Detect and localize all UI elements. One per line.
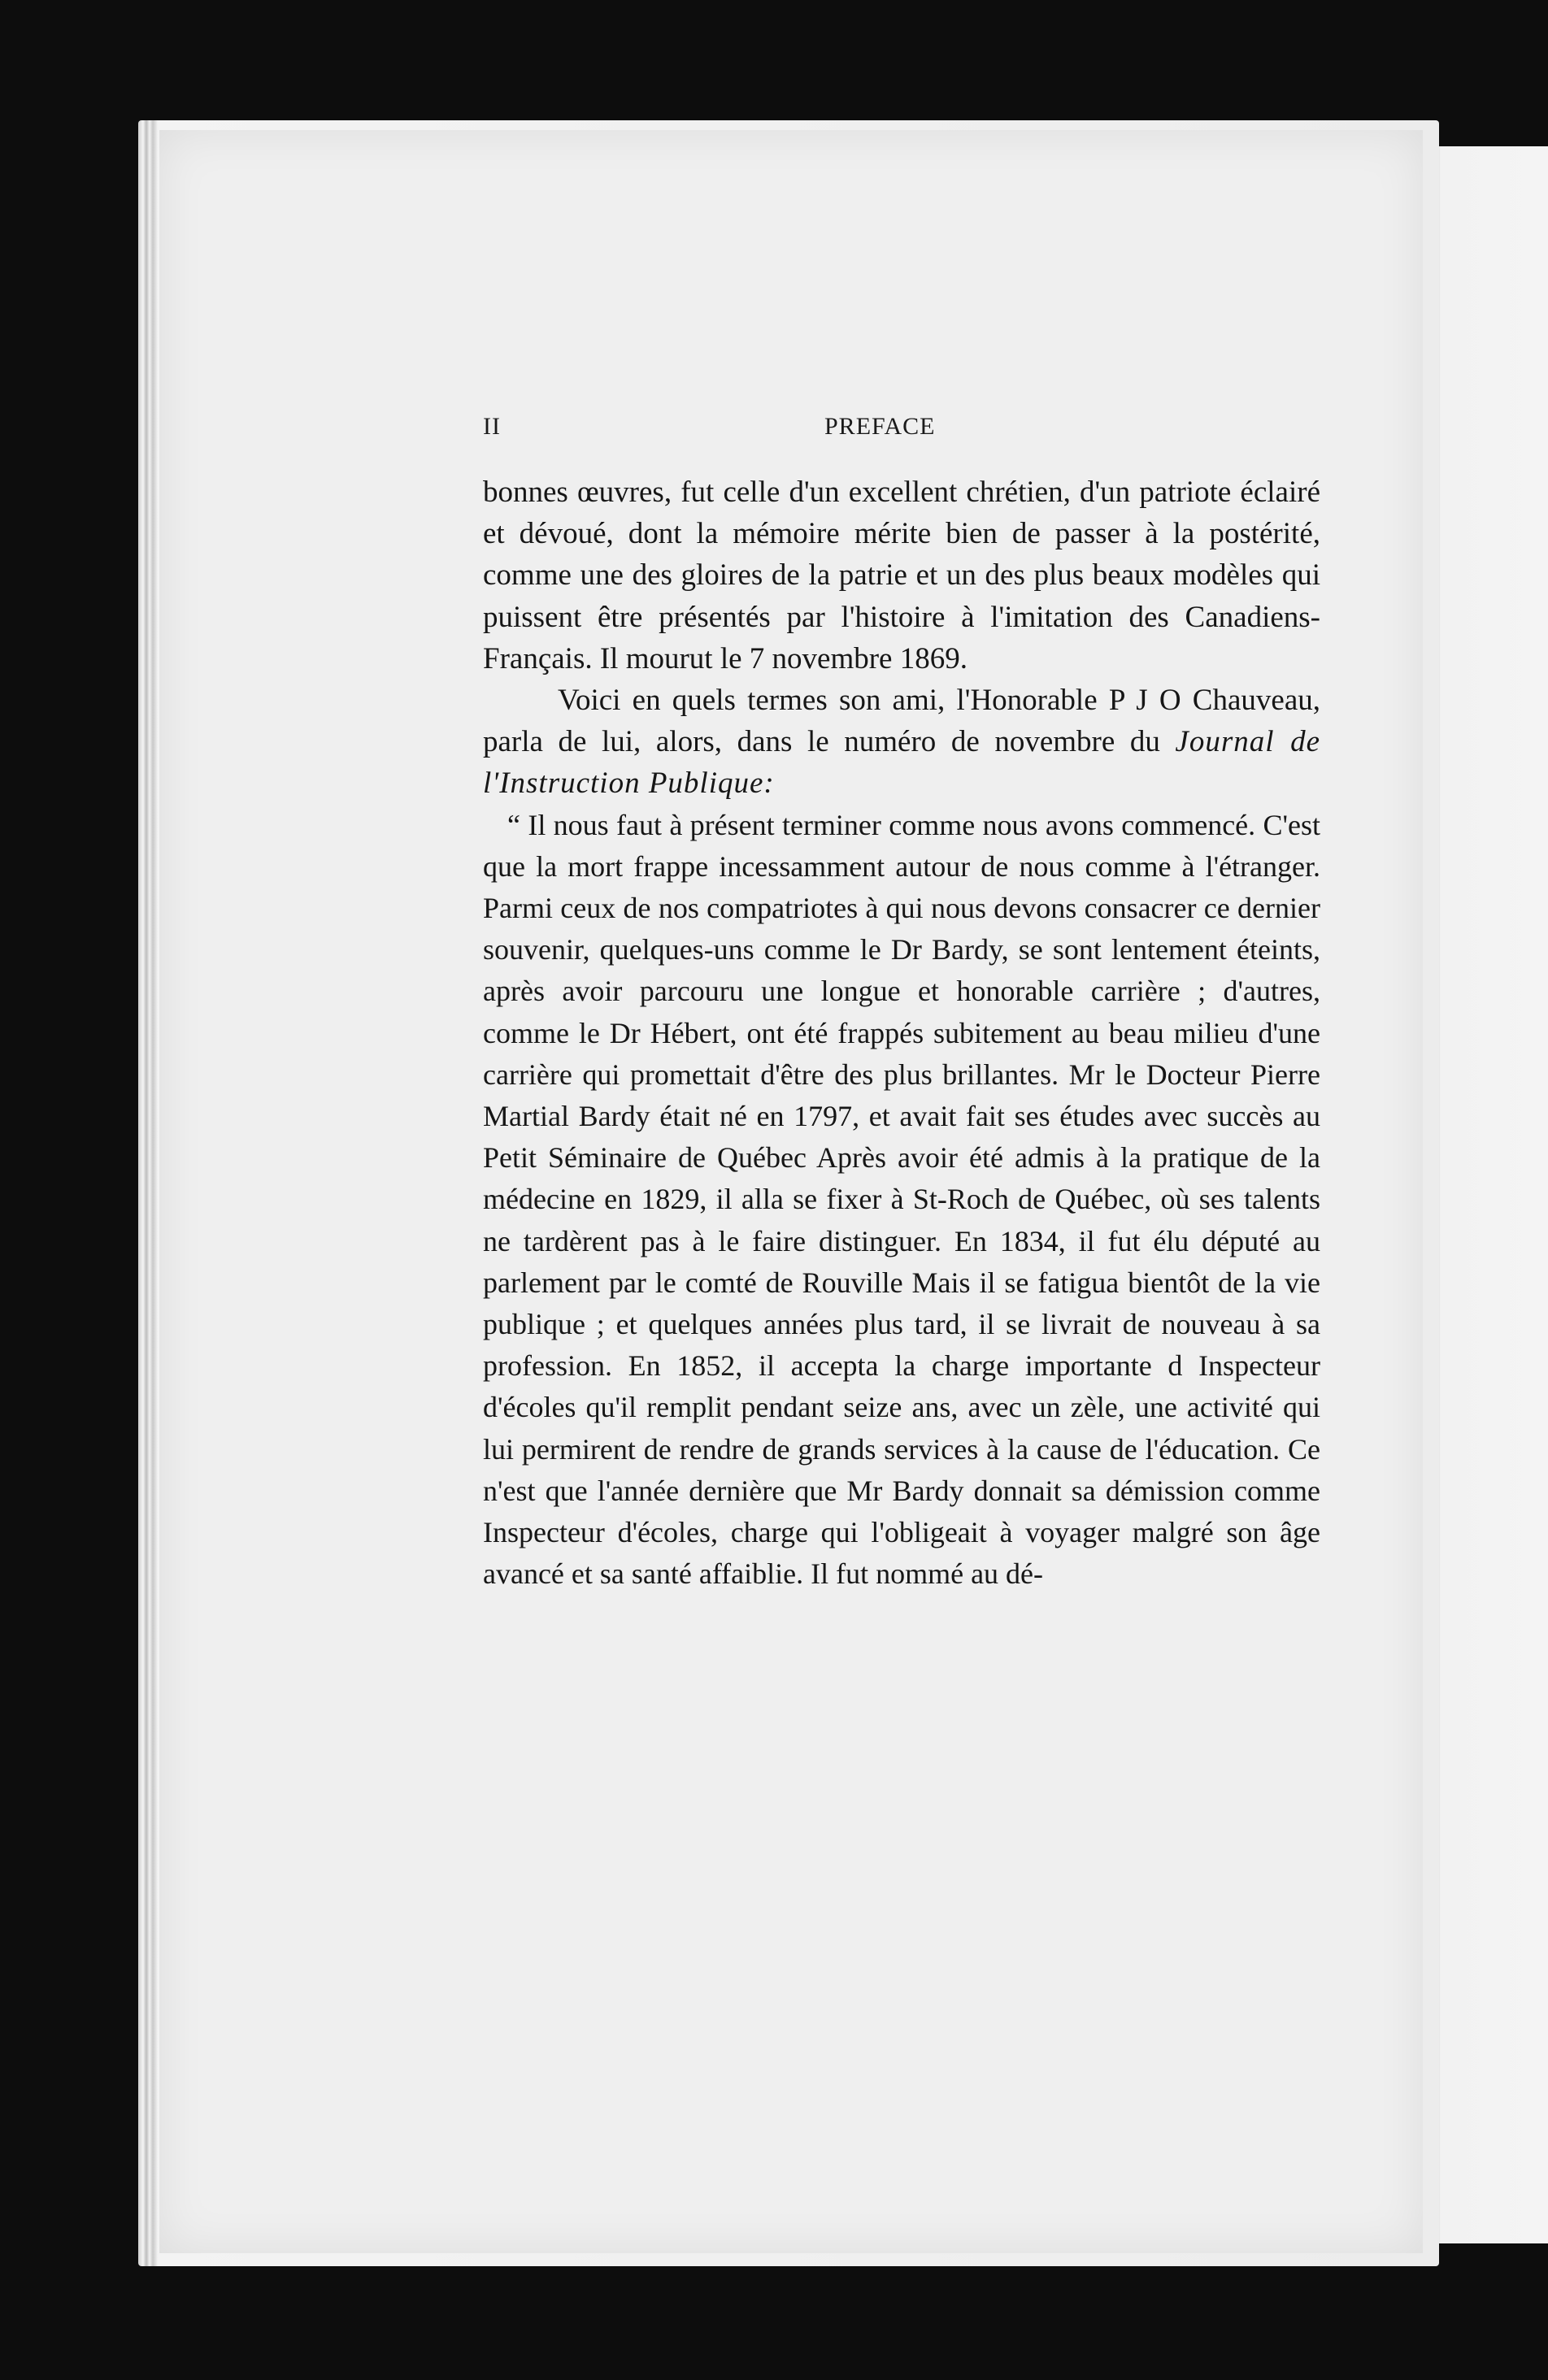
next-page-edge	[1423, 146, 1548, 2243]
page-number: II	[483, 413, 501, 440]
quotation-paragraph: “ Il nous faut à présent terminer comme nous avons commencé. C'est que la mort frappe incessamment autour de nous comme à l'étranger. Parmi ceux de nos compatriotes à qui nous devons consacrer ce dernier souvenir, quelques-uns comme le Dr Bardy, se sont lentement éteints, après avoir parcouru une longue et honorable carrière ; d'autres, comme le Dr Hébert, ont été frappés subitement au beau milieu d'une carrière qui promettait d'être des plus brillantes. Mr le Docteur Pierre Martial Bardy était né en 1797, et avait fait ses études avec succès au Petit Séminaire de Québec Après avoir été admis à la pratique de la médecine en 1829, il alla se fixer à St-Roch de Québec, où ses talents ne tardèrent pas à le faire distinguer. En 1834, il fut élu député au parlement par le comté de Rouville Mais il se fatigua bientôt de la vie publique ; et quelques années plus tard, il se livrait de nouveau à sa profession. En 1852, il accepta la charge importante d Inspecteur d'écoles qu'il remplit pendant seize ans, avec un zèle, une activité qui lui permirent de rendre de grands services à la cause de l'éducation. Ce n'est que l'année dernière que Mr Bardy donnait sa démission comme Inspecteur d'écoles, charge qui l'obligeait à voyager malgré son âge avancé et sa santé affaiblie. Il fut nommé au dé-	[483, 808, 1320, 1591]
journal-title: Journal de l'Instruction Publique:	[483, 725, 1320, 801]
running-head: PREFACE	[824, 413, 936, 440]
body-text	[483, 471, 1320, 1595]
paragraph-2	[483, 680, 1320, 805]
page-header	[483, 413, 1320, 454]
paragraph-1: bonnes œuvres, fut celle d'un excellent chrétien, d'un patriote éclairé et dévoué, dont la mémoire mérite bien de passer à la postérité, comme une des gloires de la patrie et un des plus beaux modèles qui puissent être présentés par l'histoire à l'imitation des Canadiens-Français. Il mourut le 7 novembre 1869.	[483, 476, 1320, 675]
paragraph-2-text: Voici en quels termes son ami, l'Honorable P J O Chauveau, parla de lui, alors, dans le numéro de novembre du	[483, 684, 1320, 759]
